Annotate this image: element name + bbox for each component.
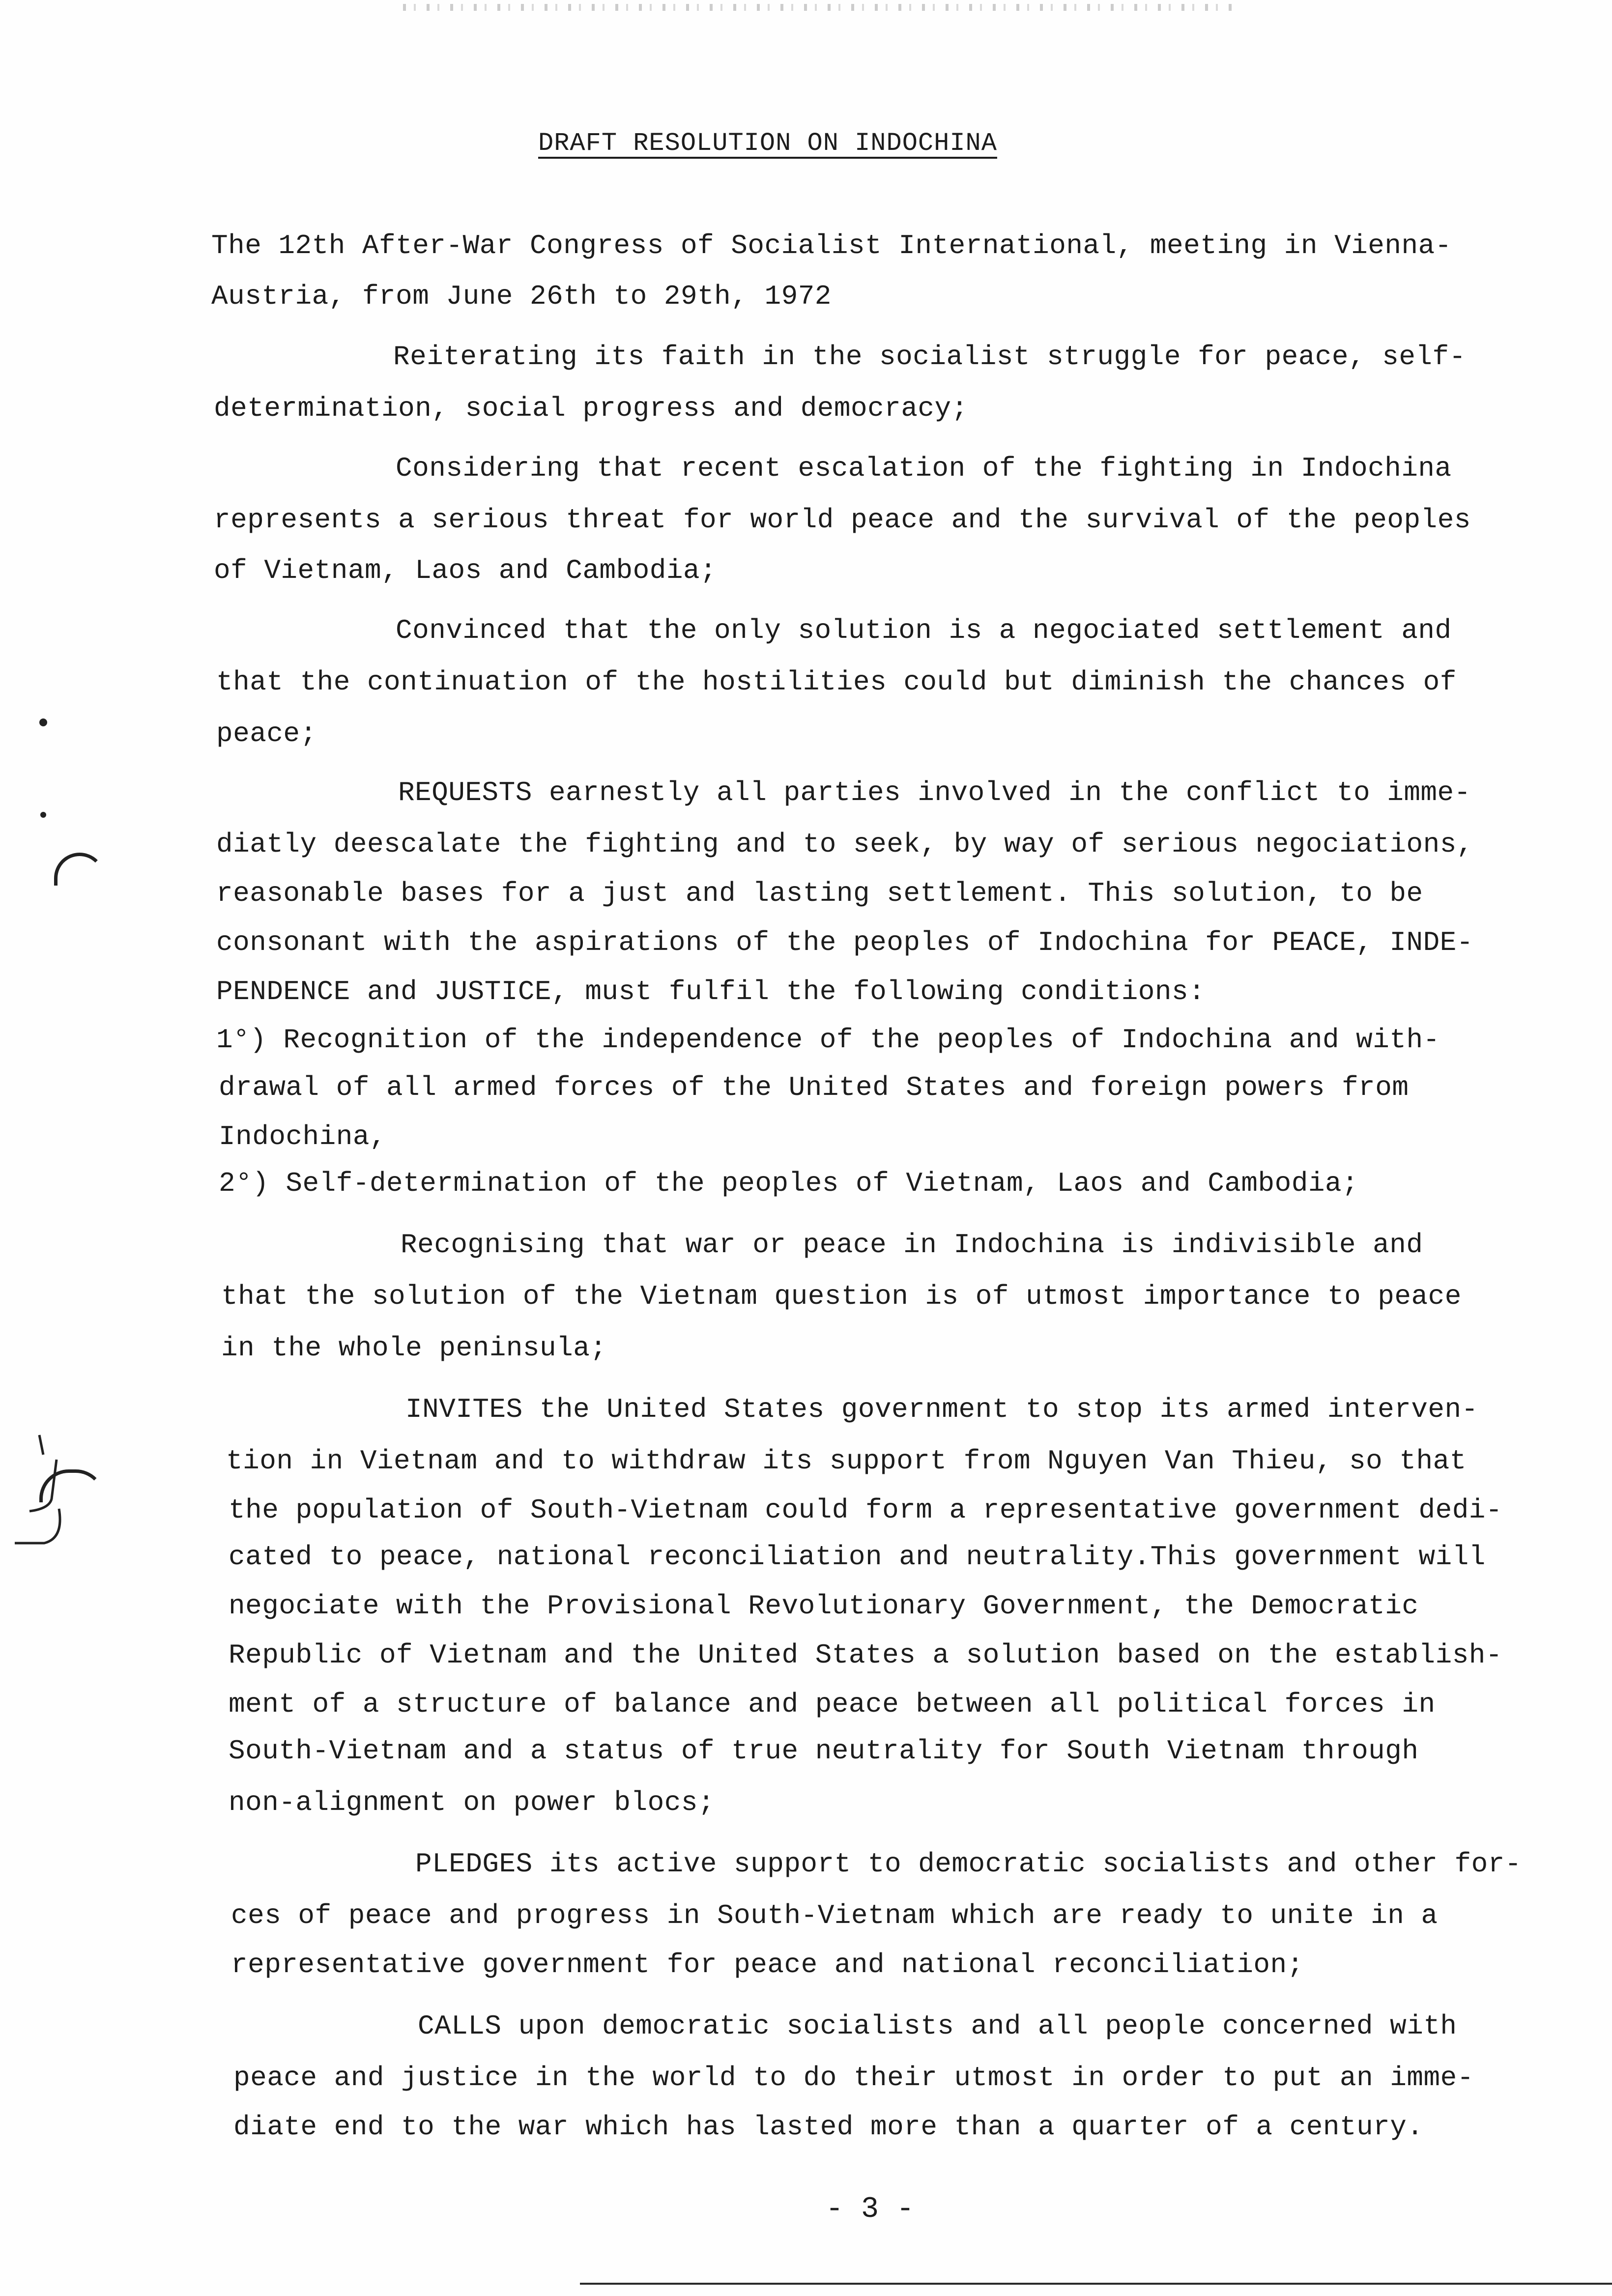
text-line: REQUESTS earnestly all parties involved in the conflict to imme-: [398, 777, 1471, 808]
text-line: diatly deescalate the fighting and to seek, by way of serious negociations,: [216, 829, 1473, 860]
text-line: Indochina,: [219, 1121, 387, 1152]
text-line: 1°) Recognition of the independence of the peoples of Indochina and with-: [216, 1024, 1440, 1056]
text-line: PENDENCE and JUSTICE, must fulfil the following conditions:: [216, 976, 1206, 1007]
text-line: non-alignment on power blocs;: [229, 1787, 715, 1818]
text-line: represents a serious threat for world peace and the survival of the peoples: [214, 504, 1471, 536]
text-line: Reiterating its faith in the socialist struggle for peace, self-: [393, 341, 1466, 373]
text-line: Austria, from June 26th to 29th, 1972: [211, 281, 832, 312]
text-line: that the continuation of the hostilities could but diminish the chances of: [216, 666, 1457, 698]
text-line: South-Vietnam and a status of true neutrality for South Vietnam through: [229, 1735, 1419, 1767]
text-line: the population of South-Vietnam could form a representative government dedi-: [229, 1494, 1503, 1526]
text-line: representative government for peace and national reconciliation;: [231, 1949, 1304, 1980]
text-line: peace and justice in the world to do their utmost in order to put an imme-: [233, 2062, 1474, 2094]
text-line: consonant with the aspirations of the peoples of Indochina for PEACE, INDE-: [216, 927, 1473, 958]
margin-mark: [54, 853, 105, 886]
text-line: CALLS upon democratic socialists and all people concerned with: [418, 2010, 1457, 2042]
text-line: that the solution of the Vietnam question is of utmost importance to peace: [221, 1281, 1462, 1312]
text-line: determination, social progress and democracy;: [214, 393, 968, 424]
text-line: of Vietnam, Laos and Cambodia;: [214, 555, 717, 586]
text-line: Convinced that the only solution is a negociated settlement and: [396, 615, 1452, 646]
text-line: negociate with the Provisional Revolutionary Government, the Democratic: [229, 1590, 1419, 1622]
text-line: reasonable bases for a just and lasting settlement. This solution, to be: [216, 878, 1423, 909]
bottom-rule: [580, 2283, 1612, 2285]
text-line: INVITES the United States government to stop its armed interven-: [405, 1394, 1478, 1425]
text-line: diate end to the war which has lasted more than a quarter of a century.: [233, 2111, 1424, 2143]
text-line: in the whole peninsula;: [221, 1332, 607, 1364]
scan-noise: [403, 4, 1238, 11]
text-line: 2°) Self-determination of the peoples of Vietnam, Laos and Cambodia;: [219, 1168, 1359, 1199]
document-title: DRAFT RESOLUTION ON INDOCHINA: [538, 129, 997, 158]
text-line: drawal of all armed forces of the United States and foreign powers from: [219, 1072, 1409, 1103]
margin-mark: [10, 1425, 84, 1582]
text-line: The 12th After-War Congress of Socialist International, meeting in Vienna-: [211, 230, 1452, 261]
text-line: Considering that recent escalation of the fighting in Indochina: [396, 453, 1452, 484]
text-line: ces of peace and progress in South-Vietnam which are ready to unite in a: [231, 1900, 1438, 1931]
text-line: Republic of Vietnam and the United States a solution based on the establish-: [229, 1639, 1503, 1671]
margin-mark: [39, 718, 47, 726]
page-number: - 3 -: [826, 2193, 915, 2226]
text-line: ment of a structure of balance and peace between all political forces in: [229, 1689, 1436, 1720]
text-line: Recognising that war or peace in Indochina is indivisible and: [401, 1229, 1423, 1261]
text-line: tion in Vietnam and to withdraw its support from Nguyen Van Thieu, so that: [226, 1445, 1467, 1477]
text-line: peace;: [216, 718, 317, 749]
text-line: PLEDGES its active support to democratic socialists and other for-: [415, 1848, 1522, 1880]
text-line: cated to peace, national reconciliation and neutrality.This government will: [229, 1541, 1486, 1573]
margin-mark: [40, 812, 46, 818]
